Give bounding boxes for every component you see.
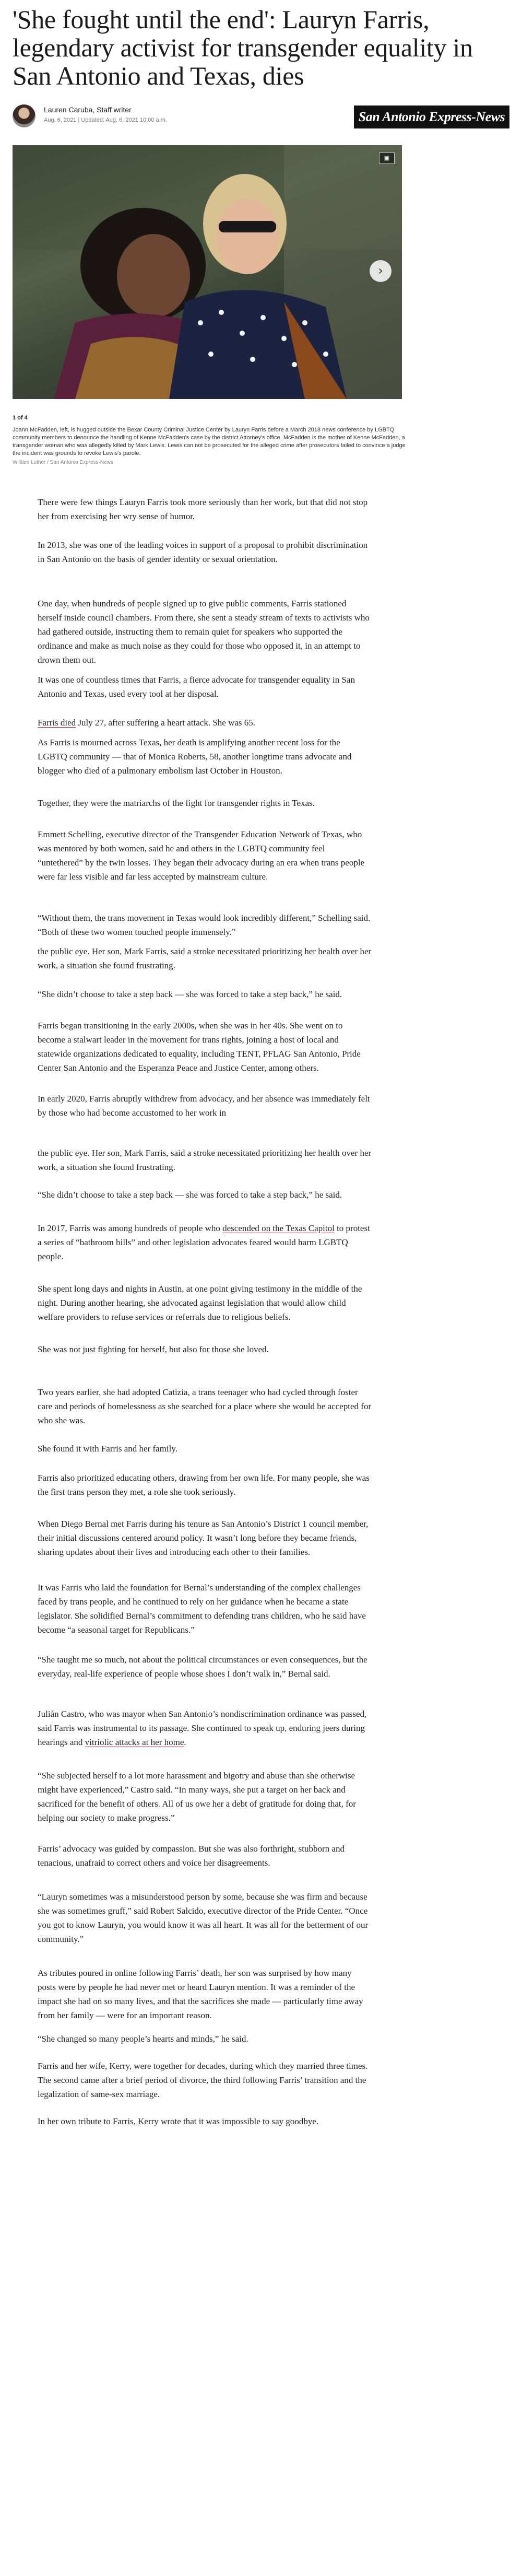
paragraph: She was not just fighting for herself, but also for those she loved. xyxy=(38,1344,269,1354)
paragraph: She found it with Farris and her family. xyxy=(38,1444,178,1454)
publication-logo[interactable]: San Antonio Express-News xyxy=(354,106,509,128)
paragraph: Farris and her wife, Kerry, were together for decades, during which they married three times. The second came after a brief period of divorce, the third following Farris’ transition and the legalization of same-sex marriage. xyxy=(38,2061,368,2099)
paragraph: Two years earlier, she had adopted Catizia, a trans teenager who had cycled through foster care and periods of homelessness as she searched for a place where she would be accepted for who she was. xyxy=(38,1387,372,1425)
article-link-farris-died[interactable]: Farris died xyxy=(38,718,76,728)
byline xyxy=(13,102,509,134)
paragraph: There were few things Lauryn Farris took more seriously than her work, but that did not stop her from exercising her wry sense of humor. xyxy=(38,497,368,521)
paragraph: In early 2020, Farris abruptly withdrew from advocacy, and her absence was immediately felt by those who had become accustomed to her work in xyxy=(38,1094,370,1118)
paragraph: In her own tribute to Farris, Kerry wrote that it was impossible to say goodbye. xyxy=(38,2116,319,2126)
paragraph: In 2017, Farris was among hundreds of people who descended on the Texas Capitol to protest a series of “bathroom bills” and other legislation advocates feared would harm LGBTQ people. xyxy=(38,1223,370,1261)
author-name[interactable]: Lauren Caruba, Staff writer xyxy=(44,106,132,114)
paragraph: Together, they were the matriarchs of the fight for transgender rights in Texas. xyxy=(38,798,315,808)
publish-dates: Aug. 6, 2021 | Updated: Aug. 6, 2021 10:00 a.m. xyxy=(44,117,167,123)
paragraph: “Without them, the trans movement in Texas would look incredibly different,” Schelling said. “Both of these two women touched people immensely.” xyxy=(38,913,371,937)
paragraph: Farris’ advocacy was guided by compassion. But she was also forthright, stubborn and tenacious, unafraid to correct others and voice her disagreements. xyxy=(38,1844,345,1868)
paragraph: Farris died July 27, after suffering a heart attack. She was 65. xyxy=(38,718,256,728)
paragraph: It was Farris who laid the foundation for Bernal’s understanding of the complex challenges faced by trans people, and he continued to rely on her guidance when he became a state legislator. She solidified Bernal’s commitment to defending trans children, who he said have become “a seasonal target for Republicans.” xyxy=(38,1583,366,1635)
paragraph: When Diego Bernal met Farris during his tenure as San Antonio’s District 1 council member, their initial discussions centered around policy. It wasn’t long before they became friends, sharing updates about their lives and introducing each other to their families. xyxy=(38,1519,369,1557)
paragraph: Farris began transitioning in the early 2000s, when she was in her 40s. She went on to become a stalwart leader in the movement for trans rights, joining a host of local and statewide organizations dedicated to equality, including TENT, PFLAG San Antonio, Pride Center San Antonio and the Esperanza Peace and Justice Center, among others. xyxy=(38,1021,361,1073)
paragraph: the public eye. Her son, Mark Farris, said a stroke necessitated prioritizing her health over her work, a situation she found frustrating. xyxy=(38,946,372,970)
paragraph: “Lauryn sometimes was a misunderstood person by some, because she was firm and because she was sometimes gruff,” said Robert Salcido, executive director of the Pride Center. “Once you got to know Lauryn, you would know it was all heart. It was all for the betterment of our community.” xyxy=(38,1892,369,1944)
article-link-vitriolic-attacks[interactable]: vitriolic attacks at her home xyxy=(85,1737,184,1747)
photo-caption: Joann McFadden, left, is hugged outside the Bexar County Criminal Justice Center by Lauryn Farris before a March 2018 news conference by LGBTQ community members to denounce the handling of Kenne McFadden's case by the district Attorney's office. McFadden is the mother of Kenne McFadden, a transgender woman who was allegedly killed by Mark Lewis. Lewis can not be prosecuted for the alleged crime after prosecutors failed to convince a judge the incident was grounds to revoke Lewis's parole. xyxy=(13,427,406,456)
paragraph: “She didn’t choose to take a step back — she was forced to take a step back,” he said. xyxy=(38,1190,342,1200)
paragraph: “She didn’t choose to take a step back — she was forced to take a step back,” he said. xyxy=(38,989,342,999)
paragraph: “She subjected herself to a lot more harassment and bigotry and abuse than she otherwise might have experienced,” Castro said. “In many ways, she put a target on her back and sacrificed for the benefit of others. All of us owe her a debt of gratitude for doing that, for helping our society to make progress.” xyxy=(38,1771,356,1823)
paragraph: Farris also prioritized educating others, drawing from her own life. For many people, she was the first trans person they met, a role she took seriously. xyxy=(38,1473,370,1497)
gallery-next-button[interactable]: › xyxy=(370,260,392,282)
paragraph: Julián Castro, who was mayor when San Antonio’s nondiscrimination ordinance was passed, said Farris was instrumental to its passage. She continued to speak up, enduring jeers during hearings and vitriolic attacks at her home. xyxy=(38,1709,367,1747)
paragraph: One day, when hundreds of people signed up to give public comments, Farris stationed herself inside council chambers. From there, she sent a steady stream of texts to activists who had gathered outside, instructing them to remain quiet for speakers who supported the ordinance and make as much noise as they could for those who opposed it, in an attempt to drown them out. xyxy=(38,599,370,665)
paragraph: “She taught me so much, not about the political circumstances or even consequences, but the everyday, real-life experience of people whose shoes I don’t walk in,” Bernal said. xyxy=(38,1655,367,1679)
gallery-photo[interactable] xyxy=(13,145,402,399)
paragraph: the public eye. Her son, Mark Farris, said a stroke necessitated prioritizing her health over her work, a situation she found frustrating. xyxy=(38,1148,372,1172)
author-avatar[interactable] xyxy=(13,104,35,127)
paragraph: “She changed so many people’s hearts and minds,” he said. xyxy=(38,2034,248,2044)
article-link-texas-capitol[interactable]: descended on the Texas Capitol xyxy=(222,1223,335,1233)
photo-illustration xyxy=(13,145,402,399)
paragraph: As Farris is mourned across Texas, her death is amplifying another recent loss for the LGBTQ community — that of Monica Roberts, 58, another longtime trans advocate and blogger who died of a pulmonary embolism last October in Houston. xyxy=(38,737,352,776)
paragraph: Emmett Schelling, executive director of the Transgender Education Network of Texas, who was mentored by both women, said he and others in the LGBTQ community feel “untethered” by the twin losses. They began their advocacy during an era when trans people were far less visible and far less accepted by mainstream culture. xyxy=(38,829,365,882)
photo-credit: William Luther / San Antonio Express-News xyxy=(13,460,113,465)
gallery-counter: 1 of 4 xyxy=(13,415,28,421)
paragraph: As tributes poured in online following Farris’ death, her son was surprised by how many posts were by people he had never met or heard Lauryn mention. It was a reminder of the impact she had on so many lives, and that the sacrifices she made — particularly time away from her family — were for an important reason. xyxy=(38,1968,363,2020)
paragraph: She spent long days and nights in Austin, at one point giving testimony in the middle of the night. During another hearing, she advocated against legislation that would allow child welfare providers to refuse services or referrals due to religious beliefs. xyxy=(38,1284,362,1322)
paragraph: In 2013, she was one of the leading voices in support of a proposal to prohibit discrimination in San Antonio on the basis of gender identity or sexual orientation. xyxy=(38,540,368,564)
gallery-expand-icon[interactable]: ▣ xyxy=(379,153,395,164)
article-headline: 'She fought until the end': Lauryn Farris, legendary activist for transgender equality in San Antonio and Texas, dies xyxy=(13,5,473,90)
paragraph: It was one of countless times that Farris, a fierce advocate for transgender equality in San Antonio and Texas, used every tool at her disposal. xyxy=(38,675,355,699)
